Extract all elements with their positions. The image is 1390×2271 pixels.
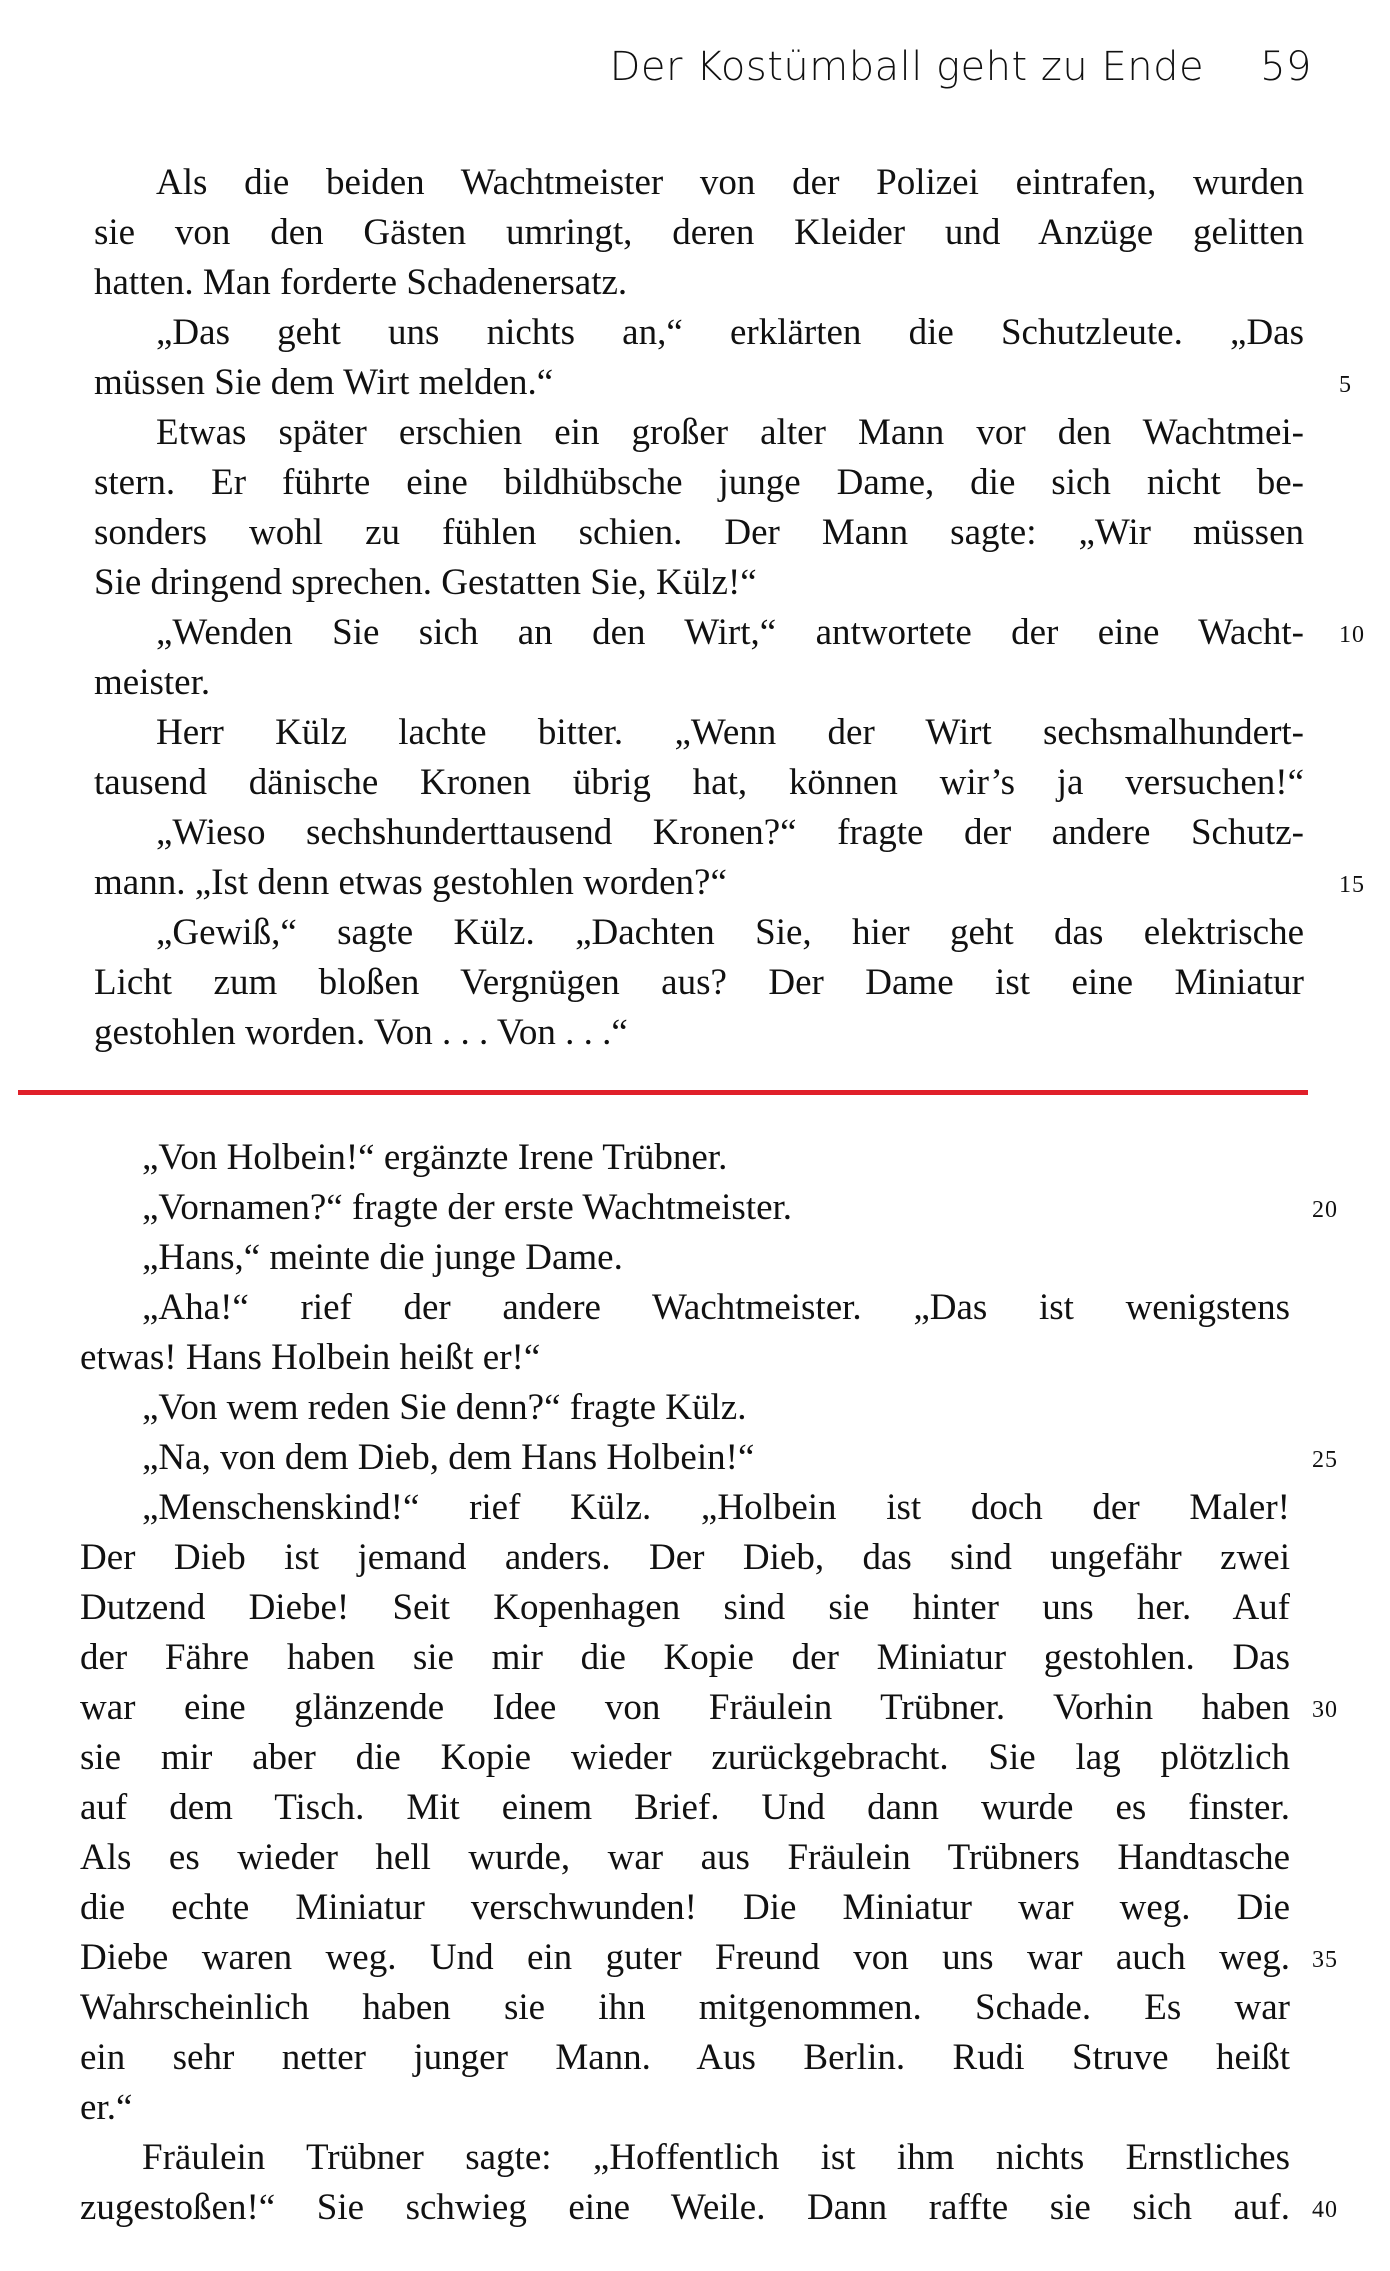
- text-line: [94, 158, 1304, 208]
- chapter-title: Der Kostümball geht zu Ende: [609, 44, 1205, 90]
- text-line: [80, 2133, 1290, 2183]
- text-line: [80, 1783, 1290, 1833]
- line-text: Fräulein Trübner sagte: „Hoffentlich ist ihm nichts Ernstliches: [142, 2137, 1290, 2178]
- text-line: [94, 958, 1304, 1008]
- line-text: war eine glänzende Idee von Fräulein Trübner. Vorhin haben: [80, 1687, 1290, 1728]
- line-text: Herr Külz lachte bitter. „Wenn der Wirt sechsmalhundert-: [156, 712, 1304, 753]
- line-text: Dutzend Diebe! Seit Kopenhagen sind sie hinter uns her. Auf: [80, 1587, 1290, 1628]
- line-text: „Von wem reden Sie denn?“ fragte Külz.: [142, 1387, 747, 1428]
- line-number: 30: [1312, 1697, 1338, 1723]
- line-text: Sie dringend sprechen. Gestatten Sie, Külz!“: [94, 562, 757, 603]
- line-text: sonders wohl zu fühlen schien. Der Mann sagte: „Wir müssen: [94, 512, 1304, 553]
- running-header: [0, 44, 1312, 90]
- line-text: auf dem Tisch. Mit einem Brief. Und dann wurde es finster.: [80, 1787, 1290, 1828]
- text-line: [94, 858, 1365, 908]
- line-text: Licht zum bloßen Vergnügen aus? Der Dame ist eine Miniatur: [94, 962, 1304, 1003]
- line-text: der Fähre haben sie mir die Kopie der Miniatur gestohlen. Das: [80, 1637, 1290, 1678]
- text-line: [80, 1583, 1290, 1633]
- line-text: „Das geht uns nichts an,“ erklärten die Schutzleute. „Das: [156, 312, 1304, 353]
- text-line: [80, 1633, 1290, 1683]
- line-text: er.“: [80, 2087, 133, 2128]
- line-text: „Gewiß,“ sagte Külz. „Dachten Sie, hier geht das elektrische: [156, 912, 1304, 953]
- line-text: tausend dänische Kronen übrig hat, können wir’s ja versuchen!“: [94, 762, 1304, 803]
- line-text: „Menschenskind!“ rief Külz. „Holbein ist doch der Maler!: [142, 1487, 1290, 1528]
- text-block-lower: [80, 1133, 1338, 2233]
- line-number: 5: [1339, 372, 1352, 398]
- text-block-upper: [94, 158, 1365, 1058]
- line-text: „Aha!“ rief der andere Wachtmeister. „Das ist wenigstens: [142, 1287, 1290, 1328]
- line-text: ein sehr netter junger Mann. Aus Berlin. Rudi Struve heißt: [80, 2037, 1290, 2078]
- text-line: [80, 1383, 1290, 1433]
- line-text: „Wenden Sie sich an den Wirt,“ antwortete der eine Wacht-: [156, 612, 1304, 653]
- line-text: „Hans,“ meinte die junge Dame.: [142, 1237, 623, 1278]
- line-text: Als es wieder hell wurde, war aus Fräulein Trübners Handtasche: [80, 1837, 1290, 1878]
- text-line: [80, 2183, 1338, 2233]
- text-line: [94, 358, 1352, 408]
- text-line: [80, 1483, 1290, 1533]
- text-line: [80, 1283, 1290, 1333]
- line-text: die echte Miniatur verschwunden! Die Miniatur war weg. Die: [80, 1887, 1290, 1928]
- line-text: Wahrscheinlich haben sie ihn mitgenommen. Schade. Es war: [80, 1987, 1290, 2028]
- text-line: [94, 508, 1304, 558]
- red-divider-line: [18, 1090, 1308, 1095]
- text-line: [94, 1008, 1304, 1058]
- line-text: sie von den Gästen umringt, deren Kleider und Anzüge gelitten: [94, 212, 1304, 253]
- line-text: müssen Sie dem Wirt melden.“: [94, 362, 554, 403]
- line-text: etwas! Hans Holbein heißt er!“: [80, 1337, 541, 1378]
- text-line: [94, 658, 1304, 708]
- text-line: [80, 1983, 1290, 2033]
- text-line: [80, 2033, 1290, 2083]
- line-number: 20: [1312, 1197, 1338, 1223]
- line-number: 40: [1312, 2197, 1338, 2223]
- text-line: [80, 1233, 1290, 1283]
- text-line: [80, 1133, 1290, 1183]
- text-line: [80, 1833, 1290, 1883]
- text-line: [94, 758, 1304, 808]
- text-line: [94, 308, 1304, 358]
- line-text: zugestoßen!“ Sie schwieg eine Weile. Dann raffte sie sich auf.: [80, 2187, 1290, 2228]
- line-text: „Na, von dem Dieb, dem Hans Holbein!“: [142, 1437, 755, 1478]
- text-line: [94, 258, 1304, 308]
- text-line: [94, 558, 1304, 608]
- text-line: [94, 208, 1304, 258]
- line-text: hatten. Man forderte Schadenersatz.: [94, 262, 628, 303]
- line-number: 15: [1339, 872, 1365, 898]
- text-line: [80, 1933, 1338, 1983]
- line-number: 25: [1312, 1447, 1338, 1473]
- line-number: 35: [1312, 1947, 1338, 1973]
- line-text: Der Dieb ist jemand anders. Der Dieb, das sind ungefähr zwei: [80, 1537, 1290, 1578]
- line-text: Diebe waren weg. Und ein guter Freund von uns war auch weg.: [80, 1937, 1290, 1978]
- text-line: [94, 608, 1365, 658]
- line-text: „Vornamen?“ fragte der erste Wachtmeister.: [142, 1187, 793, 1228]
- line-text: „Von Holbein!“ ergänzte Irene Trübner.: [142, 1137, 728, 1178]
- text-line: [94, 808, 1304, 858]
- text-line: [80, 1333, 1290, 1383]
- line-text: gestohlen worden. Von . . . Von . . .“: [94, 1012, 628, 1053]
- text-line: [94, 408, 1304, 458]
- text-line: [94, 708, 1304, 758]
- line-text: meister.: [94, 662, 211, 703]
- line-text: Etwas später erschien ein großer alter Mann vor den Wachtmei-: [156, 412, 1304, 453]
- text-line: [80, 1683, 1338, 1733]
- line-number: 10: [1339, 622, 1365, 648]
- text-line: [80, 1733, 1290, 1783]
- text-line: [80, 1883, 1290, 1933]
- page-number: 59: [1260, 44, 1312, 90]
- text-line: [94, 458, 1304, 508]
- text-line: [80, 1533, 1290, 1583]
- line-text: stern. Er führte eine bildhübsche junge Dame, die sich nicht be-: [94, 462, 1304, 503]
- line-text: „Wieso sechshunderttausend Kronen?“ fragte der andere Schutz-: [156, 812, 1304, 853]
- text-line: [80, 2083, 1290, 2133]
- line-text: mann. „Ist denn etwas gestohlen worden?“: [94, 862, 727, 903]
- line-text: sie mir aber die Kopie wieder zurückgebracht. Sie lag plötzlich: [80, 1737, 1290, 1778]
- text-line: [94, 908, 1304, 958]
- text-line: [80, 1433, 1338, 1483]
- text-line: [80, 1183, 1338, 1233]
- line-text: Als die beiden Wachtmeister von der Polizei eintrafen, wurden: [156, 162, 1304, 203]
